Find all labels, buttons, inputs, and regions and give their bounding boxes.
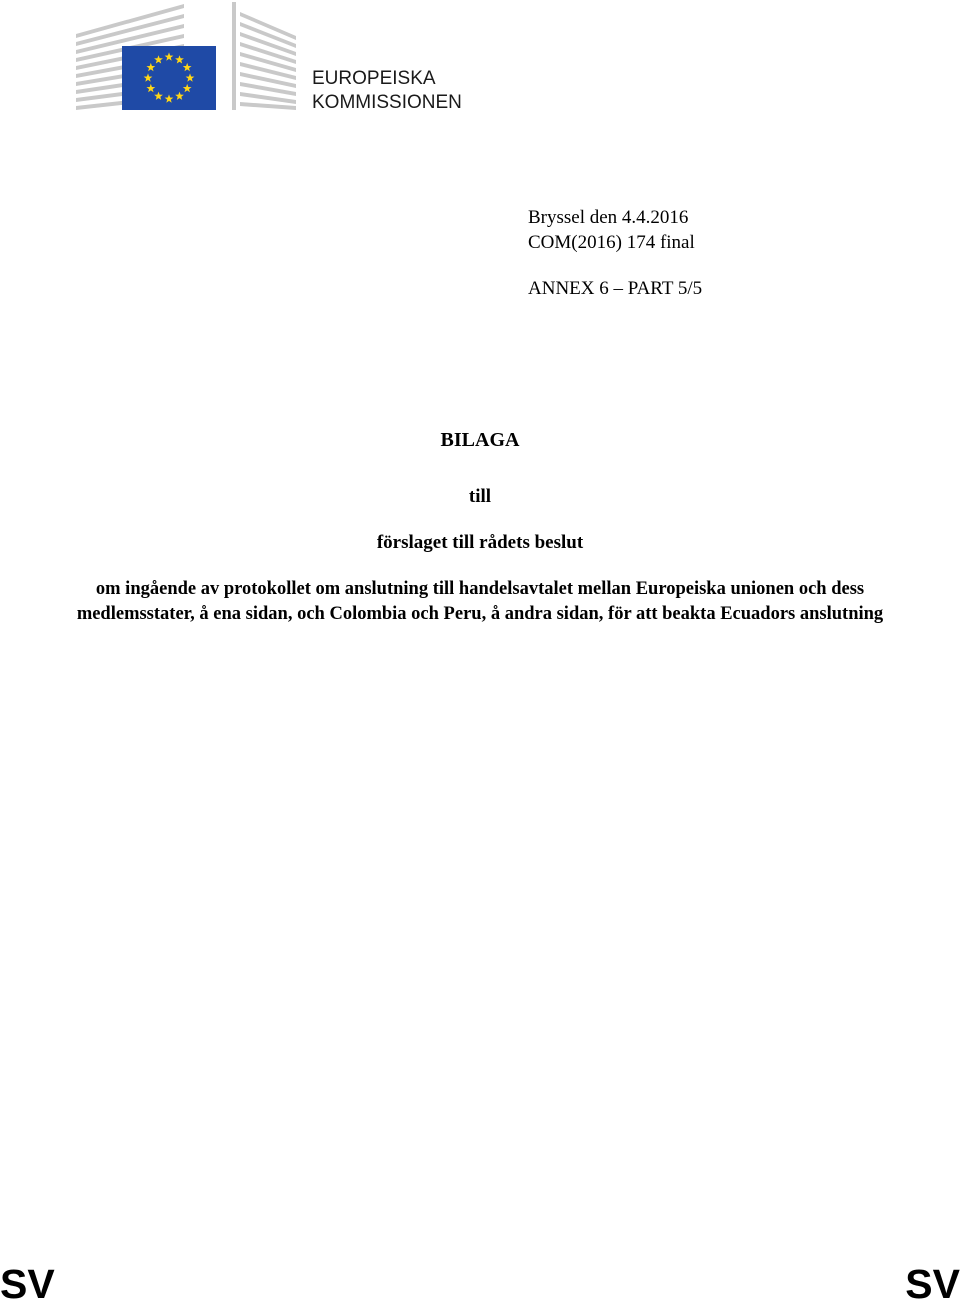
ec-building-flag-icon — [74, 0, 300, 112]
language-code-left: SV — [0, 1261, 55, 1307]
document-description: om ingående av protokollet om anslutning till handelsavtalet mellan Europeiska unionen och dess medlemsstater, å ena sidan, och Colombia och Peru, å andra sidan, för att beakta Ecuadors anslutning — [76, 579, 884, 624]
organization-name — [312, 67, 462, 115]
document-title: BILAGA — [440, 429, 520, 451]
ec-logo — [74, 0, 300, 112]
annex-part: ANNEX 6 – PART 5/5 — [528, 278, 703, 299]
place-and-date: Bryssel den 4.4.2016 — [528, 207, 689, 228]
organization-name-line2: KOMMISSIONEN — [312, 92, 462, 113]
document-reference: COM(2016) 174 final — [528, 232, 695, 253]
organization-name-line1: EUROPEISKA — [312, 68, 436, 89]
document-subtitle: förslaget till rådets beslut — [376, 532, 584, 553]
document-connector: till — [468, 486, 492, 507]
language-code-right: SV — [905, 1261, 960, 1307]
